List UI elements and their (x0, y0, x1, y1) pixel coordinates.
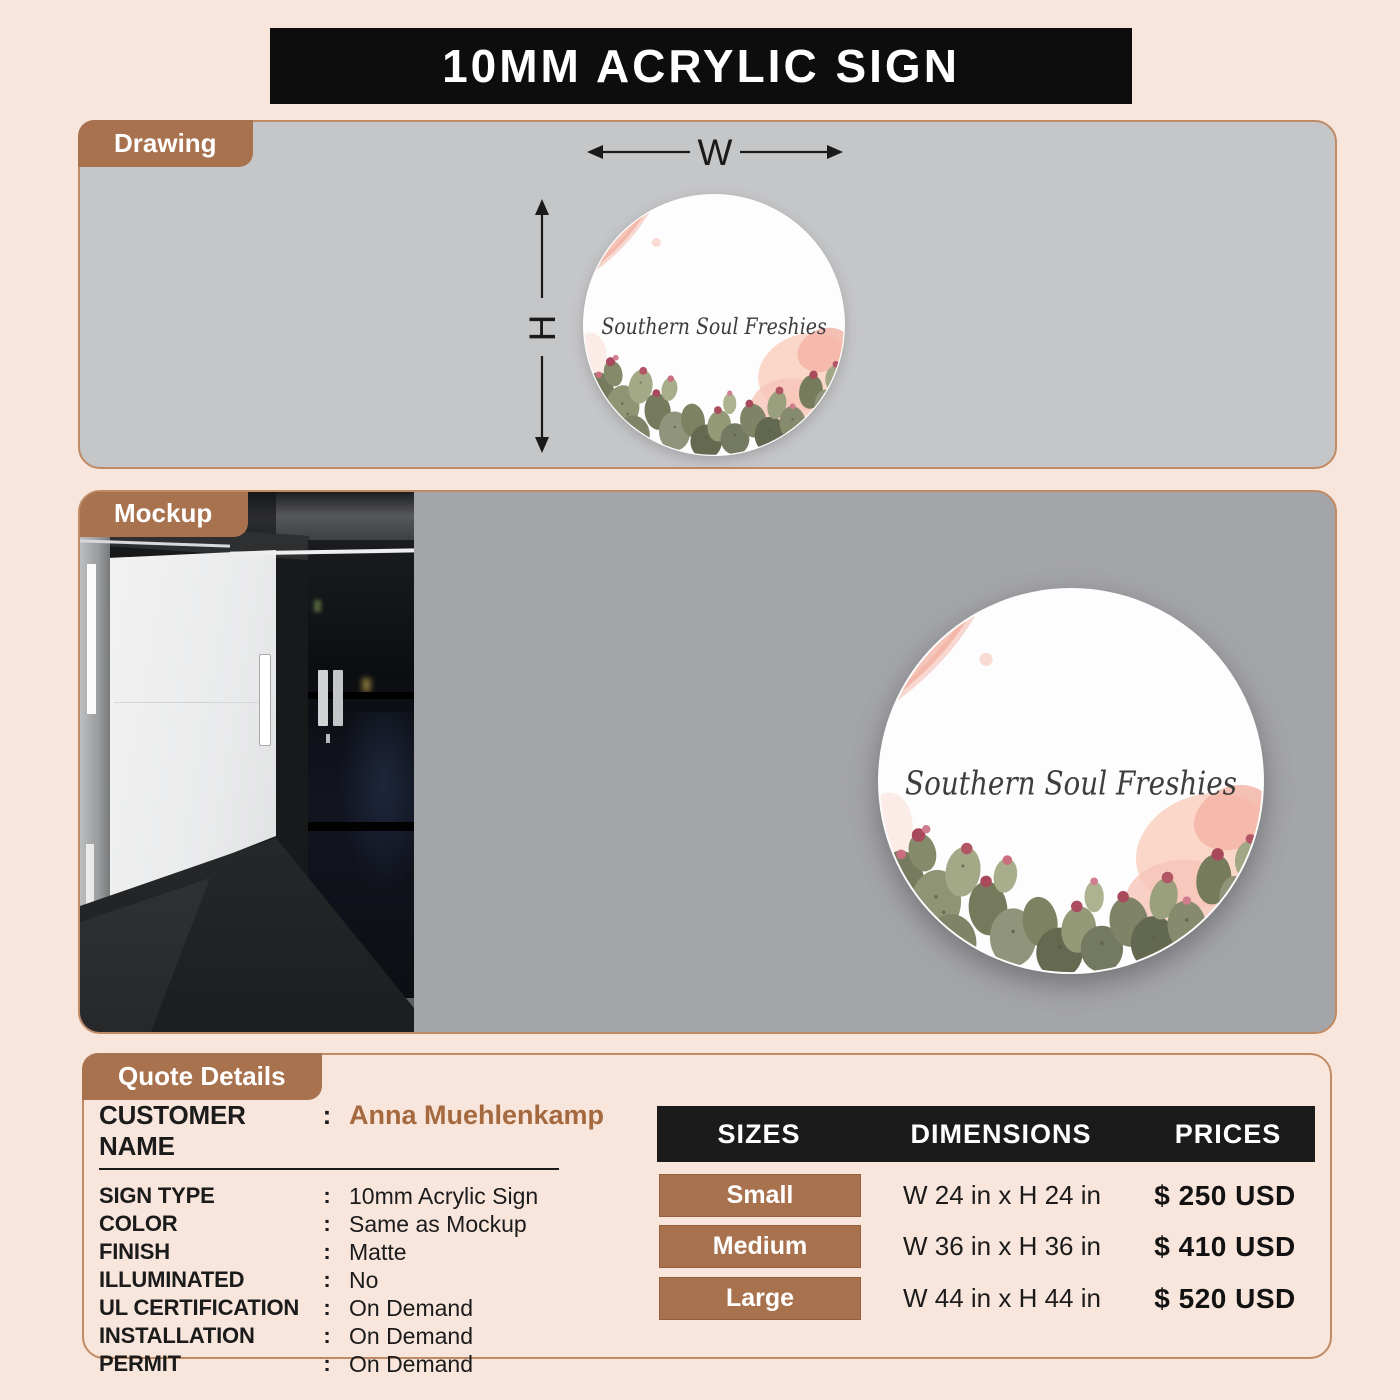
glass-reflection (362, 678, 371, 692)
title-bar (270, 28, 1132, 104)
size-badge-small: Small (659, 1174, 861, 1217)
colon-separator: : (323, 1351, 331, 1376)
door-handle (333, 670, 343, 726)
mockup-tab (78, 490, 248, 537)
colon-separator: : (323, 1183, 331, 1208)
customer-name-row (99, 1100, 644, 1162)
width-dimension-label: W (697, 132, 733, 173)
dimensions-value: W 24 in x H 24 in (903, 1180, 1101, 1210)
colon-separator: : (323, 1323, 331, 1348)
table-row-large (657, 1277, 1317, 1320)
colon-separator: : (322, 1100, 332, 1130)
field-label: COLOR (99, 1211, 178, 1236)
price-value: $ 250 USD (1154, 1179, 1296, 1211)
colon-separator: : (323, 1267, 331, 1292)
page-title: 10MM ACRYLIC SIGN (442, 40, 960, 92)
glass-reflection (338, 712, 414, 892)
field-label: UL CERTIFICATION (99, 1295, 300, 1320)
field-label: PERMIT (99, 1351, 181, 1376)
quote-details-tab-label: Quote Details (118, 1061, 286, 1091)
frame-highlight (87, 564, 96, 714)
customer-name-label: CUSTOMER NAME (99, 1100, 246, 1161)
field-row-finish (99, 1238, 644, 1266)
colon-separator: : (323, 1239, 331, 1264)
field-value: 10mm Acrylic Sign (349, 1182, 539, 1209)
pricing-table-header (657, 1106, 1315, 1162)
storefront-photo (80, 492, 414, 1032)
field-row-installation (99, 1322, 644, 1350)
field-label: FINISH (99, 1239, 170, 1264)
field-value: Matte (349, 1238, 407, 1265)
field-value: Same as Mockup (349, 1210, 527, 1237)
sign-mockup (878, 588, 1264, 974)
drawing-panel (78, 120, 1337, 469)
field-value: On Demand (349, 1350, 474, 1377)
pricing-table (657, 1106, 1317, 1372)
price-value: $ 520 USD (1154, 1282, 1296, 1314)
field-label: SIGN TYPE (99, 1183, 215, 1208)
quote-details-panel (82, 1053, 1332, 1377)
colon-separator: : (323, 1211, 331, 1236)
colon-separator: : (323, 1295, 331, 1320)
field-value: No (349, 1266, 379, 1293)
field-row-illuminated (99, 1266, 644, 1294)
quote-fields (99, 1100, 644, 1378)
glass-detail (326, 734, 330, 743)
mockup-panel (78, 490, 1337, 1034)
door-handle (318, 670, 328, 726)
field-row-ul-certification (99, 1294, 644, 1322)
field-row-permit (99, 1350, 644, 1378)
drawing-tab-label: Drawing (114, 128, 217, 158)
dimensions-value: W 36 in x H 36 in (903, 1231, 1101, 1261)
field-value: On Demand (349, 1322, 474, 1349)
field-value: On Demand (349, 1294, 474, 1321)
field-row-color (99, 1210, 644, 1238)
field-row-sign-type (99, 1182, 644, 1210)
customer-name-value: Anna Muehlenkamp (349, 1100, 605, 1130)
price-value: $ 410 USD (1154, 1230, 1296, 1262)
glass-rail (308, 822, 414, 831)
customer-name-underline (99, 1168, 559, 1170)
header-prices: PRICES (1174, 1118, 1282, 1149)
mockup-tab-label: Mockup (114, 498, 213, 528)
table-row-small (657, 1174, 1317, 1217)
sign-drawing (583, 194, 845, 456)
glass-seam (114, 702, 272, 703)
height-dimension-label: H (522, 314, 563, 342)
drawing-tab (78, 120, 253, 167)
glass-reflection (314, 600, 321, 612)
size-badge-large: Large (659, 1277, 861, 1320)
header-sizes: SIZES (717, 1118, 801, 1149)
dimensions-value: W 44 in x H 44 in (903, 1283, 1101, 1313)
quote-details-tab (82, 1053, 322, 1100)
field-label: INSTALLATION (99, 1323, 255, 1348)
size-badge-medium: Medium (659, 1225, 861, 1268)
door-handle (259, 654, 271, 746)
field-label: ILLUMINATED (99, 1267, 245, 1292)
header-dimensions: DIMENSIONS (910, 1118, 1092, 1149)
table-row-medium (657, 1225, 1317, 1268)
